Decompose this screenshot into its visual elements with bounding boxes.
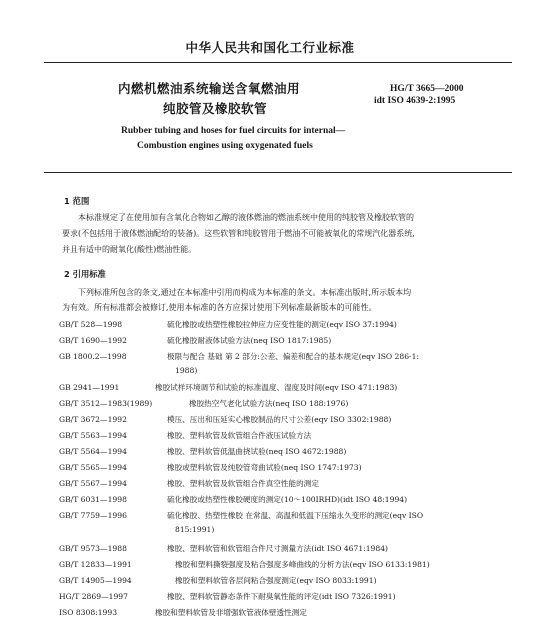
reference-row [59, 462, 362, 473]
reference-continuation: 1988) [175, 366, 198, 375]
reference-row [59, 319, 397, 330]
reference-title: 硫化橡胶耐液体试验方法(neq ISO 1817:1985) [167, 336, 332, 345]
reference-code: GB/T 1690—1992 [59, 336, 127, 345]
reference-title: 橡胶和塑料软管各层间粘合强度测定(eqv ISO 8033:1991) [175, 576, 377, 585]
reference-title: 橡胶、塑料软管及软管组合件真空性能的测定 [167, 479, 319, 488]
reference-title: 硫化橡胶、热塑性橡胶 在常温、高温和低温下压缩永久变形的测定(eqv ISO [167, 511, 424, 520]
reference-code: GB/T 528—1998 [59, 320, 123, 329]
section-2-intro: 为有效。所有标准都会被修订,使用本标准的各方应探讨使用下列标准最新版本的可能性。 [62, 303, 377, 312]
reference-title: 橡胶或塑料软管及纯胶管弯曲试验(neq ISO 1747:1973) [167, 463, 362, 472]
reference-title: 极限与配合 基础 第 2 部分:公差、偏差和配合的基本规定(eqv ISO 286-1: [167, 352, 420, 361]
reference-row [59, 398, 348, 409]
reference-continuation: 815:1991) [175, 525, 215, 534]
reference-code: ISO 8308:1993 [59, 608, 118, 617]
standard-idt: idt ISO 4639-2:1995 [374, 96, 456, 106]
reference-title: 橡胶和塑料软管及非增强软管液体壁透性测定 [155, 608, 307, 617]
reference-title: 橡胶、塑料软管和软管组合件尺寸测量方法(idt ISO 4671:1984) [167, 544, 389, 553]
reference-title: 橡胶、塑料软管静态条件下耐臭氧性能的评定(idt ISO 7326:1991) [167, 592, 396, 601]
reference-row [59, 430, 311, 441]
section-1-heading: 1 范围 [64, 196, 90, 206]
reference-code: GB/T 9573—1988 [59, 544, 127, 553]
reference-code: GB/T 3672—1992 [59, 415, 127, 424]
section-1-line: 本标准规定了在使用加有含氧化合物如乙醇的液体燃油的燃油系统中使用的纯胶管及橡胶软管的 [78, 213, 414, 222]
reference-row [59, 510, 423, 521]
reference-title: 橡胶和塑料撕裂强度及粘合强度多峰曲线的分析方法(eqv ISO 6133:1981) [175, 560, 430, 569]
reference-row [59, 494, 407, 505]
reference-code: GB/T 5563—1994 [59, 431, 127, 440]
reference-row [59, 478, 319, 489]
reference-row [59, 591, 396, 602]
reference-code: GB/T 5565—1994 [59, 463, 127, 472]
header-rule [44, 62, 512, 63]
section-2-intro: 下列标准所包含的条文,通过在本标准中引用而构成为本标准的条文。本标准出版时,所示版本均 [78, 288, 412, 297]
reference-code: GB/T 3512—1983(1989) [59, 399, 153, 408]
title-en-line1: Rubber tubing and hoses for fuel circuits for internal— [121, 126, 346, 136]
title-rule [44, 172, 512, 173]
standard-number: HG/T 3665—2000 [390, 84, 464, 94]
reference-code: GB/T 7759—1996 [59, 511, 127, 520]
ministry-header: 中华人民共和国化工行业标准 [185, 40, 355, 55]
section-1-line: 并且有适中的耐氧化(酸性)燃油性能。 [62, 245, 197, 254]
title-zh-line1: 内燃机燃油系统输送含氧燃油用 [118, 81, 301, 96]
reference-title: 模压、压出和压延实心橡胶制品的尺寸公差(eqv ISO 3302:1988) [167, 415, 392, 424]
reference-title: 硫化橡胶或热塑性橡胶硬度的测定(10～100IRHD)(idt ISO 48:1994) [167, 495, 408, 504]
reference-title: 橡胶热空气老化试验方法(neq ISO 188:1976) [189, 399, 349, 408]
reference-row [59, 575, 377, 586]
section-2-heading: 2 引用标准 [64, 269, 106, 279]
reference-row [59, 607, 307, 618]
reference-title: 橡胶试样环境调节和试验的标准温度、湿度及时间(eqv ISO 471:1983) [155, 383, 398, 392]
reference-code: HG/T 2869—1997 [59, 592, 128, 601]
reference-code: GB/T 14905—1994 [59, 576, 132, 585]
reference-row [59, 543, 388, 554]
reference-title: 橡胶、塑料软管及软管组合件液压试验方法 [167, 431, 312, 440]
title-en-line2: Combustion engines using oxygenated fuels [137, 141, 313, 151]
reference-title: 硫化橡胶或热塑性橡胶拉伸应力应变性能的测定(eqv ISO 37:1994) [167, 320, 397, 329]
section-1-line: 要求(不包括用于液体燃油配给的装备)。这些软管和纯胶管用于燃油不可能被氧化的常规汽化器系统, [62, 229, 415, 238]
reference-title: 橡胶、塑料软管低温曲挠试验(neq ISO 4672:1988) [167, 447, 347, 456]
reference-code: GB/T 5567—1994 [59, 479, 127, 488]
reference-code: GB 2941—1991 [59, 383, 120, 392]
reference-row [59, 414, 391, 425]
reference-row [59, 335, 331, 346]
reference-row [59, 351, 419, 362]
reference-code: GB/T 5564—1994 [59, 447, 127, 456]
title-zh-line2: 纯胶管及橡胶软管 [163, 101, 268, 116]
reference-code: GB/T 12833—1991 [59, 560, 132, 569]
reference-code: GB 1800.2—1998 [59, 352, 127, 361]
reference-row [59, 559, 430, 570]
reference-code: GB/T 6031—1998 [59, 495, 127, 504]
reference-row [59, 446, 346, 457]
reference-row [59, 382, 397, 393]
